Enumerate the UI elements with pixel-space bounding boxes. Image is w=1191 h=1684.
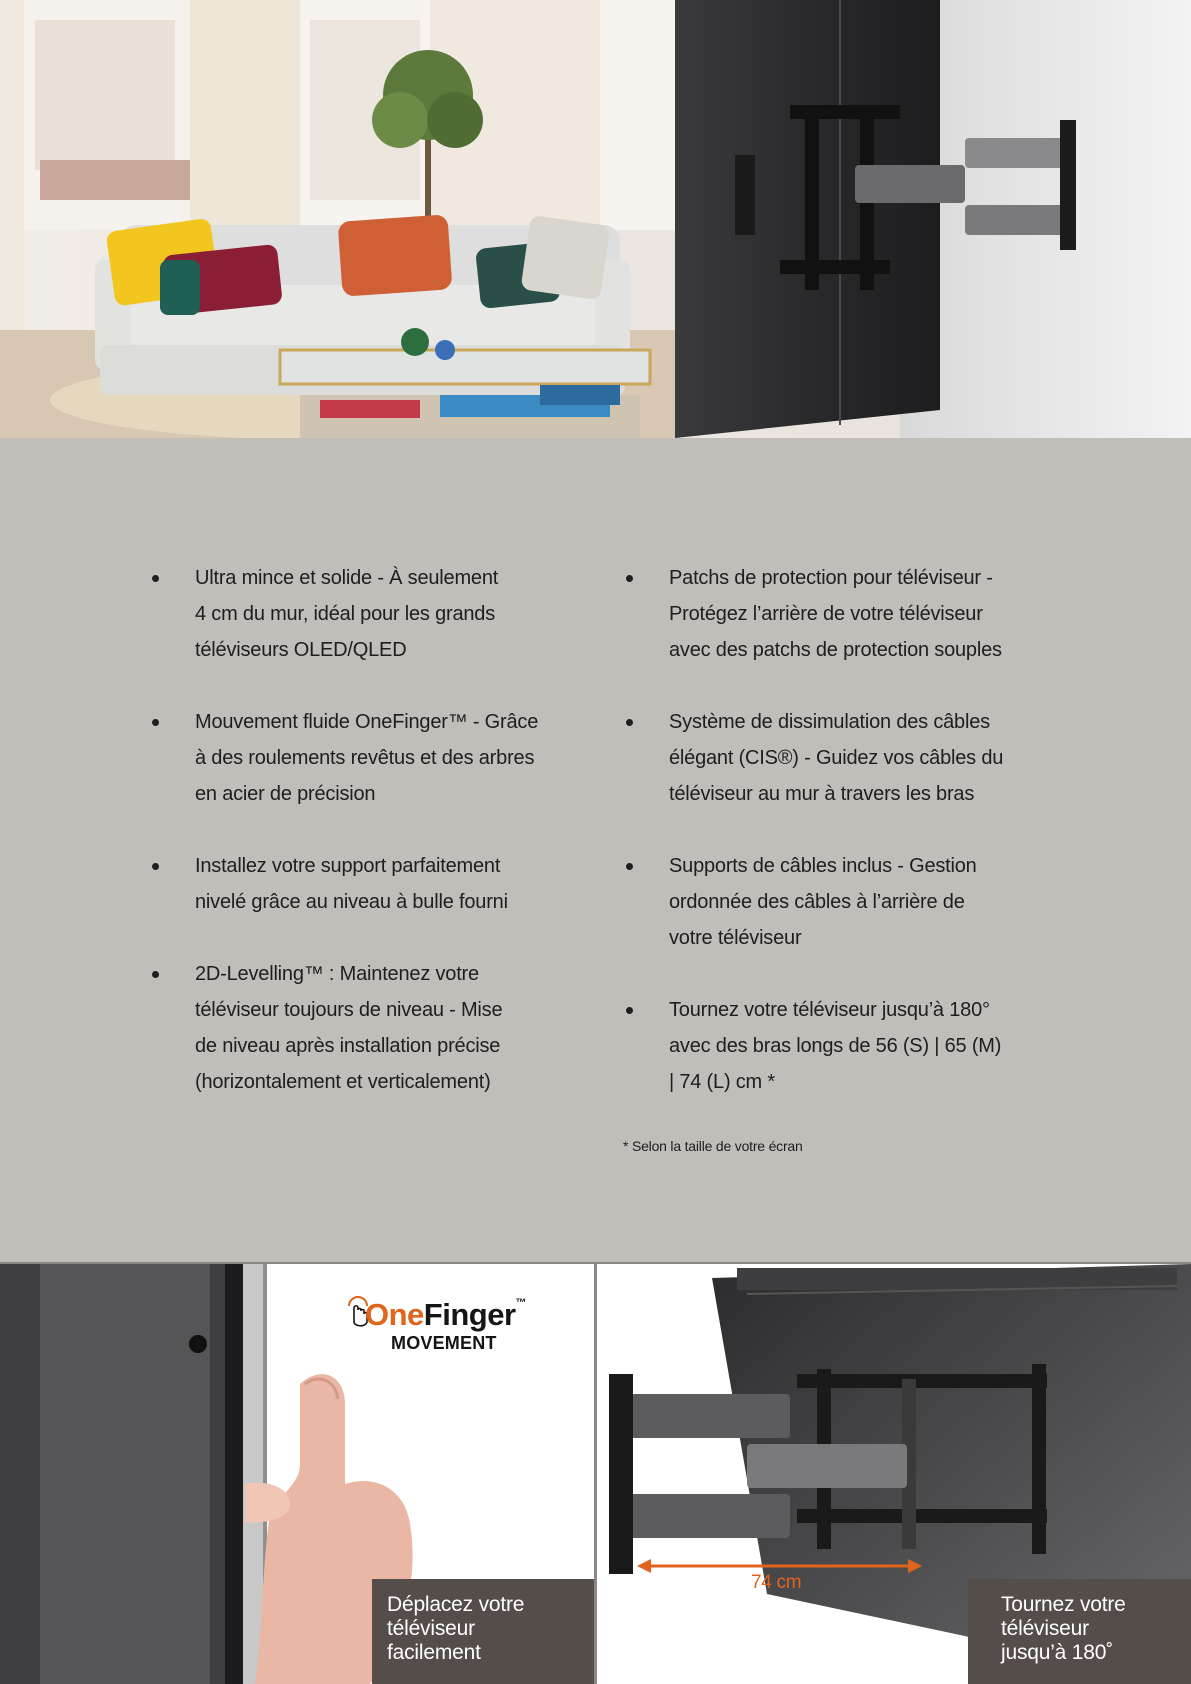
feature-line: votre téléviseur (669, 927, 802, 949)
caption-line: jusqu’à 180˚ (1001, 1641, 1114, 1664)
feature-item-cable-holders (620, 848, 1090, 956)
feature-line: ordonnée des câbles à l’arrière de (669, 891, 965, 913)
feature-line: Ultra mince et solide - À seulement (195, 567, 499, 589)
features-right-list (620, 560, 1090, 1100)
feature-line: 4 cm du mur, idéal pour les grands (195, 603, 496, 625)
feature-line: avec des bras longs de 56 (S) | 65 (M) (669, 1035, 1002, 1057)
features-section (0, 438, 1191, 1262)
caption-line: téléviseur (1001, 1617, 1089, 1640)
logo-wordmark (365, 1297, 526, 1333)
feature-line: téléviseur toujours de niveau - Mise (195, 999, 503, 1021)
feature-line: Mouvement fluide OneFinger™ - Grâce (195, 711, 539, 733)
feature-line: de niveau après installation précise (195, 1035, 501, 1057)
feature-item-ultra-slim (146, 560, 566, 668)
feature-line: 2D-Levelling™ : Maintenez votre (195, 963, 479, 985)
footnote: * Selon la taille de votre écran (623, 1138, 803, 1154)
feature-line: Installez votre support parfaitement (195, 855, 501, 877)
feature-item-cable-system (620, 704, 1090, 812)
feature-item-spirit-level (146, 848, 566, 920)
living-room-illustration (0, 0, 1191, 438)
feature-line: avec des patchs de protection souples (669, 639, 1002, 661)
caption-line: facilement (387, 1641, 481, 1664)
feature-line: nivelé grâce au niveau à bulle fourni (195, 891, 508, 913)
logo-word-first: One (365, 1297, 424, 1332)
feature-line: Protégez l’arrière de votre téléviseur (669, 603, 983, 625)
features-left-list (146, 560, 566, 1100)
feature-line: téléviseur au mur à travers les bras (669, 783, 975, 805)
feature-line: téléviseurs OLED/QLED (195, 639, 407, 661)
feature-line: élégant (CIS®) - Guidez vos câbles du (669, 747, 1004, 769)
caption-move-easily (372, 1579, 594, 1684)
caption-line: téléviseur (387, 1617, 475, 1640)
caption-line: Déplacez votre (387, 1593, 525, 1616)
logo-word-rest: Finger (423, 1297, 516, 1332)
feature-line: à des roulements revêtus et des arbres (195, 747, 535, 769)
feature-item-onefinger (146, 704, 566, 812)
feature-line: (horizontalement et verticalement) (195, 1071, 491, 1093)
feature-line: | 74 (L) cm * (669, 1071, 775, 1093)
feature-line: en acier de précision (195, 783, 376, 805)
caption-rotate-180 (968, 1579, 1191, 1684)
feature-line: Tournez votre téléviseur jusqu’à 180° (669, 999, 990, 1021)
feature-line: Supports de câbles inclus - Gestion (669, 855, 977, 877)
feature-item-protection-patches (620, 560, 1090, 668)
feature-line: Système de dissimulation des câbles (669, 711, 990, 733)
features-left-column (146, 560, 566, 1100)
caption-line: Tournez votre (1001, 1593, 1126, 1616)
feature-line: Patchs de protection pour téléviseur - (669, 567, 993, 589)
feature-item-2d-levelling (146, 956, 566, 1100)
hero-photo (0, 0, 1191, 438)
logo-subtitle: MOVEMENT (391, 1333, 497, 1353)
logo-tm: ™ (515, 1297, 527, 1309)
arm-length-label: 74 cm (751, 1572, 802, 1593)
feature-item-rotate-180 (620, 992, 1090, 1100)
features-right-column (620, 560, 1090, 1100)
